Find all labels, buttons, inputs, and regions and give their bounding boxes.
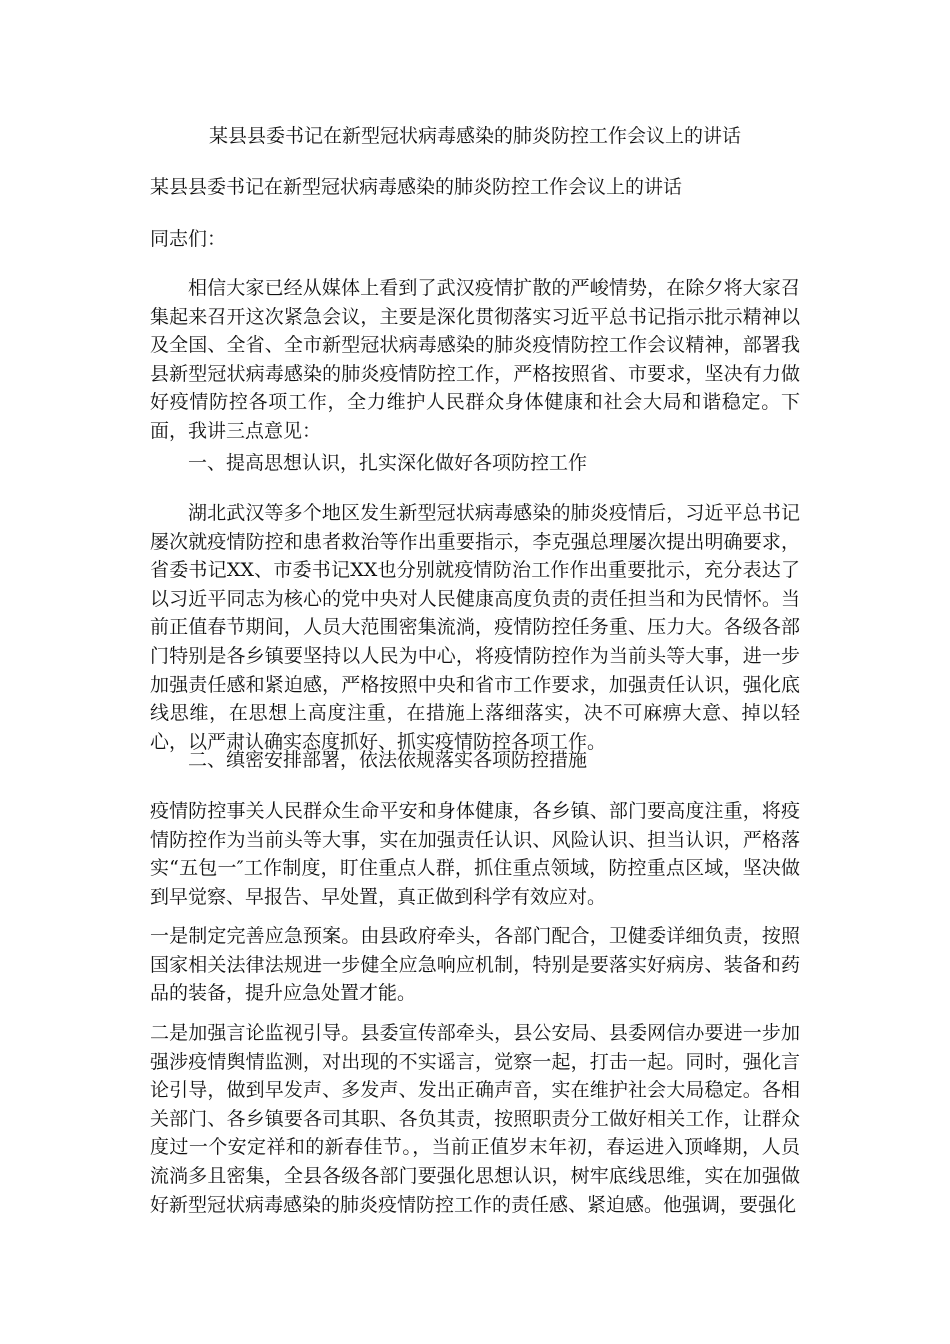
document-title: 某县县委书记在新型冠状病毒感染的肺炎防控工作会议上的讲话 bbox=[208, 125, 741, 147]
section-heading-1: 一、提高思想认识，扎实深化做好各项防控工作 bbox=[188, 452, 588, 474]
paragraph-point-1: 一是制定完善应急预案。由县政府牵头，各部门配合，卫健委详细负责，按照国家相关法律法规进一步健全应急响应机制，特别是要落实好病房、装备和药品的装备，提升应急处置才能。 bbox=[150, 925, 800, 1005]
paragraph-point-2: 二是加强言论监视引导。县委宣传部牵头，县公安局、县委网信办要进一步加强涉疫情舆情监测，对出现的不实谣言，觉察一起，打击一起。同时，强化言论引导，做到早发声、多发声、发出正确声音，实在维护社会大局稳定。各相关部门、各乡镇要各司其职、各负其责，按照职责分工做好相关工作，让群众度过一个安定祥和的新春佳节。，当前正值岁末年初，春运进入顶峰期，人员流淌多且密集，全县各级各部门要强化思想认识，树牢底线思维，实在加强做好新型冠状病毒感染的肺炎疫情防控工作的责任感、紧迫感。他强调，要强化 bbox=[150, 1022, 800, 1216]
section-heading-2: 二、缜密安排部署，依法依规落实各项防控措施 bbox=[188, 749, 588, 771]
paragraph-section-1: 湖北武汉等多个地区发生新型冠状病毒感染的肺炎疫情后，习近平总书记屡次就疫情防控和患者救治等作出重要指示，李克强总理屡次提出明确要求，省委书记XX、市委书记XX也分别就疫情防治工作作出重要批示，充分表达了以习近平同志为核心的党中央对人民健康高度负责的责任担当和为民情怀。当前正值春节期间，人员大范围密集流淌，疫情防控任务重、压力大。各级各部门特别是各乡镇要坚持以人民为中心，将疫情防控作为当前头等大事，进一步加强责任感和紧迫感，严格按照中央和省市工作要求，加强责任认识，强化底线思维，在思想上高度注重，在措施上落细落实，决不可麻痹大意、掉以轻心，以严肃认确实态度抓好、抓实疫情防控各项工作。 bbox=[150, 502, 800, 753]
salutation: 同志们： bbox=[150, 228, 227, 250]
paragraph-section-2: 疫情防控事关人民群众生命平安和身体健康，各乡镇、部门要高度注重，将疫情防控作为当前头等大事，实在加强责任认识、风险认识、担当认识，严格落实“五包一″工作制度，盯住重点人群，抓住重点领域，防控重点区域，坚决做到早觉察、早报告、早处置，真正做到科学有效应对。 bbox=[150, 800, 800, 908]
document-subtitle: 某县县委书记在新型冠状病毒感染的肺炎防控工作会议上的讲话 bbox=[150, 176, 683, 198]
paragraph-intro: 相信大家已经从媒体上看到了武汉疫情扩散的严峻情势，在除夕将大家召集起来召开这次紧急会议，主要是深化贯彻落实习近平总书记指示批示精神以及全国、全省、全市新型冠状病毒感染的肺炎疫情防控工作会议精神，部署我县新型冠状病毒感染的肺炎疫情防控工作，严格按照省、市要求，坚决有力做好疫情防控各项工作，全力维护人民群众身体健康和社会大局和谐稳定。下面，我讲三点意见： bbox=[150, 277, 800, 442]
